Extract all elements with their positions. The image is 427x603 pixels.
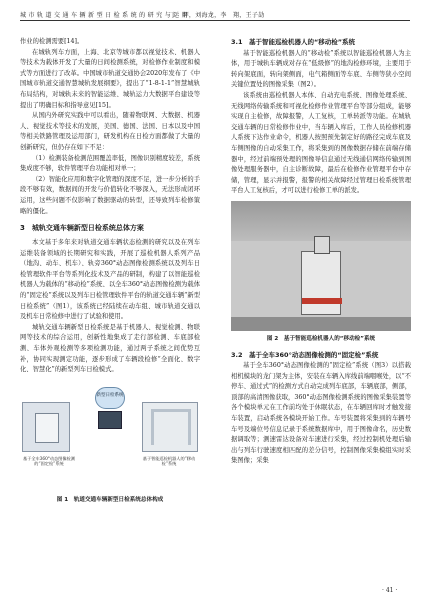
monitor-icon — [98, 411, 122, 429]
paragraph: 基于全车360°动态图像检测的“固定检”系统（图3）以搭载相机模块的龙门架为主体，安装在车辆入库线前端咽喉处，以“不停车、通过式”的检测方式自动完成列车底部，车辆底部，侧部，顶部的高清图像获取，360°动态图像检测系统的图像采集装置等各个模块单元在工作前均处于休眠状态，在车辆回库时才触发接车装置，启动系统各模块开始工作。车号装置将采集到的车辆号车号及端位号信息记录于系统数据库中，用于图像命名，历史数据调取等；测速雷达设备对车速进行采集，经过控制机处理后输出与列车行驶速度相匹配的差分信号，控制图像采集模组实时采集图像；采集 — [231, 362, 411, 465]
figure-1-caption: 图 1 轨道交通车辆新型日检系统总体构成 — [56, 496, 164, 503]
subsection-heading: 3.2 基于全车360°动态图像检测的“固定检”系统 — [231, 350, 379, 359]
subsection-heading: 3.1 基于智能巡检机器人的“移动检”系统 — [231, 38, 356, 46]
mobile-system-label: 基于智能巡检机器人的“移动检”系统 — [142, 455, 196, 467]
paragraph: 从国内外研究实践中可以看出，随着物联网、大数据、机器人、视觉技术等技术的发展，美国、德国、法国、日本以及中国等相关铁路管理及运用部门，研发机构在日检方面都做了大量的创新研究，但仍存在如下不足： — [20, 112, 200, 151]
right-column — [231, 37, 411, 467]
mobile-inspection-image — [142, 402, 198, 452]
paragraph: 城轨交通车辆新型日检系统是基于机器人、视觉检测、物联网等技术的综合运用，创新性地集成了走行部检测、车底部检测、车体外观检测等多项检测功能，通过两子系统之间优势互补，协同实现测定功能，逐步形成了车辆段检修“全面化、数字化、智慧化”的新型列车日检模式。 — [20, 323, 200, 374]
paragraph: （2）智能化应用和数字化管理的深度不足，进一步分析的手段不够有效，数据间的开发与价值转化不够深入，无法形成闭环运用，这些问题不仅影响了数据驱动的转型，还导致列车检修策略的僵化。 — [20, 175, 200, 215]
paragraph: 该系统由巡检机器人本体、自动充电系统、图像处理系统、无线网络传输系统和可视化检修作业管理平台等部分组成，能够实现自主检修，故障报警，人工复核，工单转派等功能。在城轨交通车辆的日常检修作业中，当车辆入库后，工作人员检修机器人系统下达作业命令，机器人按照预先制定好的路径完成车底及车侧图像的自动采集工作，将采集到的图像数据存储在前端存储器中，经过前端预处理的图像导信息通过无线通信网络传输到图像处理服务器中，自主诊断故障，最后在检修作业管理平台中存储，管理，显示并报警，报警的相关故障经过管理日检系统管理平台人工复核后，才可以进行检修工单的派发。 — [231, 91, 411, 195]
inspection-robot-image — [301, 251, 341, 315]
journal-title: 城 市 轨 道 交 通 车 辆 新 型 日 检 系 统 的 研 究 与 运 用 — [20, 12, 188, 19]
page-number: · 41 · — [382, 587, 398, 594]
left-column — [20, 37, 200, 505]
fixed-inspection-image — [22, 402, 70, 452]
paragraph: 基于智能巡检机器人的“移动检”系统以智能巡检机器人为主体，用于城轨车辆成对存在“低级修”的地沟检修环境，主要用于转向架底面，转向架侧面，电气箱侧面等车底、车侧等狭小空间关键位置处的图像采集（图2）。 — [231, 49, 411, 89]
paragraph: 在城轨列车方面，上海、北京等城市都以视觉技术、机器人等技术为载体开发了大量的日间检测系统，对检修作业制度和模式等方面进行了改革。中国城市轨道交通协会2020年发布了《中国城市轨道交通智慧城轨发展纲要》，提出了“1-8-1-1”智慧城轨布局结构，对城轨未来的智能运维、城轨运力大数据平台建设等提出了明确目标和指导意见[15]。 — [20, 48, 200, 109]
paragraph: 本文基于多年来对轨道交通车辆状态检测的研究以及在列车运维装备领域的长期研究和实践，开展了巡检机器人系列产品（地沟、动车、机车）、轨旁360°动态图像检测系统以及列车日检管理软件平台等系列化技术及产品的研制，构建了以智能巡检机器人为载体的“移动检”系统、以全车360°动态图像检测为载体的“固定检”系统以及列车日检管理软件平台的轨道交通车辆“新型日检系统”（图1），该系统已经陆续在动车组、城市轨道交通以及机车日常检修中进行了试验和使用。 — [20, 239, 200, 321]
section-heading: 3 城轨交通车辆新型日检系统总体方案 — [20, 224, 144, 233]
header-rule — [20, 20, 410, 21]
header-authors: 丁 辉，刘海龙，李 翔，王子劼 — [170, 12, 265, 19]
paragraph: 作业的检测需要[14]。 — [20, 38, 84, 45]
figure-2-photo — [231, 201, 411, 331]
fixed-system-label: 基于全车360°动态图像检测的“固定检”系统 — [23, 455, 75, 467]
system-diagram — [80, 387, 140, 449]
figure-1 — [20, 382, 200, 492]
center-label: 新型日检系统 — [95, 387, 125, 409]
figure-2-caption: 图 2 基于智能巡检机器人的“移动检”系统 — [266, 335, 376, 342]
paragraph: （1）检测装备检测范围覆盖率低，图像识别精度较差，系统集成度不够，软件管理平台功能相对单一； — [20, 154, 200, 173]
